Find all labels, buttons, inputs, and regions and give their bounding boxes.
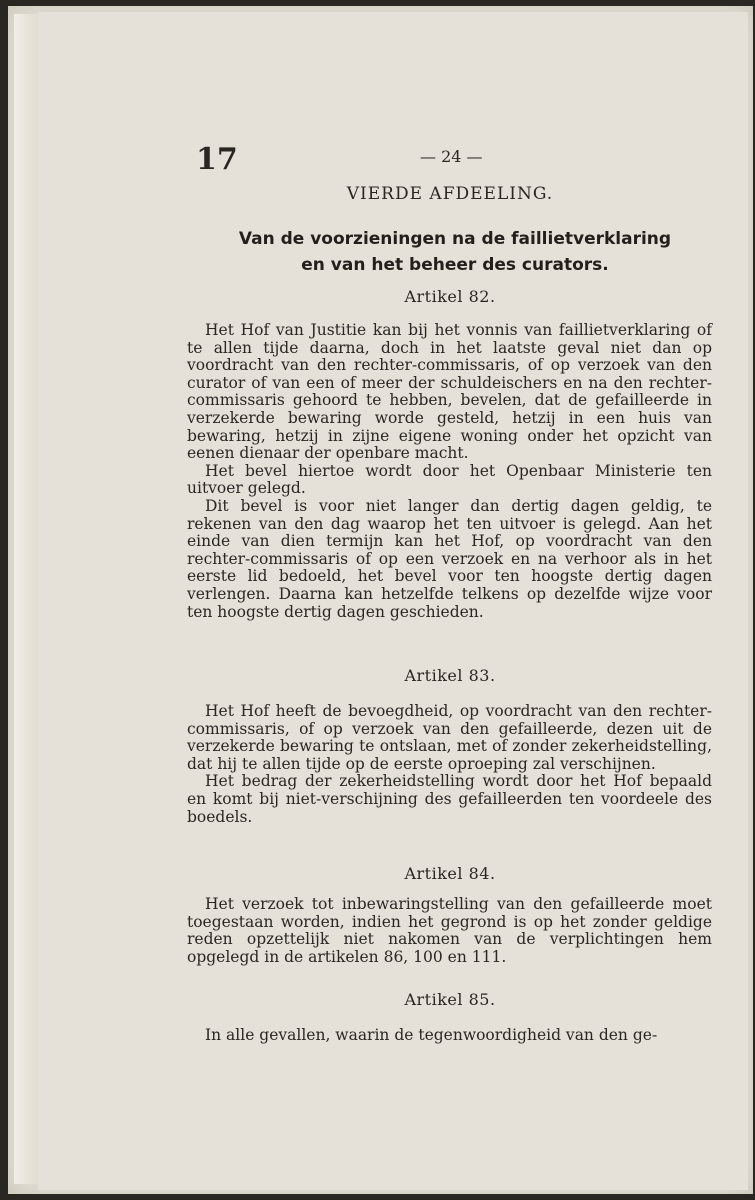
article-heading: Artikel 85. (404, 990, 496, 1009)
article-heading: Artikel 83. (404, 666, 496, 685)
paragraph: Het Hof van Justitie kan bij het vonnis van faillietverklaring of te allen tijde daarna, doch in het laatste geval niet dan op voordracht van den rechter-commissaris, of op verzoek van den curator of van een of meer der schuldeischers en na den rechter-commissaris gehoord te hebben, bevelen, dat de gefailleerde in verzekerde bewaring worde gesteld, hetzij in een huis van bewaring, hetzij in zijne eigene woning onder het opzicht van eenen dienaar der openbare macht. (187, 321, 712, 463)
chapter-title-line-2: en van het beheer des curators. (301, 255, 609, 275)
article-body (187, 322, 712, 621)
section-title: VIERDE AFDEELING. (346, 184, 554, 204)
paragraph: Het bevel hiertoe wordt door het Openbaar Ministerie ten uitvoer gelegd. (187, 461, 712, 498)
article-body (187, 1027, 712, 1045)
running-head: — 24 — (420, 147, 483, 166)
article-body (187, 703, 712, 826)
article-body (187, 896, 712, 966)
paragraph: Het Hof heeft de bevoegdheid, op voordracht van den rechter-commissaris, of op verzoek van den gefailleerde, dezen uit de verzekerde bewaring te ontslaan, met of zonder zekerheidstelling, dat hij te allen tijde op de eerste oproeping zal verschijnen. (187, 702, 712, 773)
article-heading: Artikel 84. (404, 864, 496, 883)
article-heading: Artikel 82. (404, 287, 496, 306)
chapter-title-line-1: Van de voorzieningen na de faillietverklaring (238, 229, 672, 249)
paragraph: Het bedrag der zekerheidstelling wordt door het Hof bepaald en komt bij niet-verschijning des gefailleerden ten voordeele des boedels. (187, 772, 712, 826)
paragraph: In alle gevallen, waarin de tegenwoordigheid van den ge- (205, 1026, 658, 1044)
paragraph: Het verzoek tot inbewaringstelling van den gefailleerde moet toegestaan worden, indien het gegrond is op het zonder geldige reden opzettelijk niet nakomen van de verplichtingen hem opgelegd in de artikelen 86, 100 en 111. (187, 895, 712, 966)
chapter-title (195, 226, 715, 278)
page-number: 17 (196, 142, 238, 177)
page-edge (14, 14, 38, 1184)
paragraph: Dit bevel is voor niet langer dan dertig dagen geldig, te rekenen van den dag waarop het ten uitvoer is gelegd. Aan het einde van dien termijn kan het Hof, op voordracht van den rechter-commissaris of op een verzoek en na verhoor als in het eerste lid bedoeld, het bevel voor ten hoogste dertig dagen verlengen. Daarna kan hetzelfde telkens op dezelfde wijze voor ten hoogste dertig dagen geschieden. (187, 496, 712, 621)
